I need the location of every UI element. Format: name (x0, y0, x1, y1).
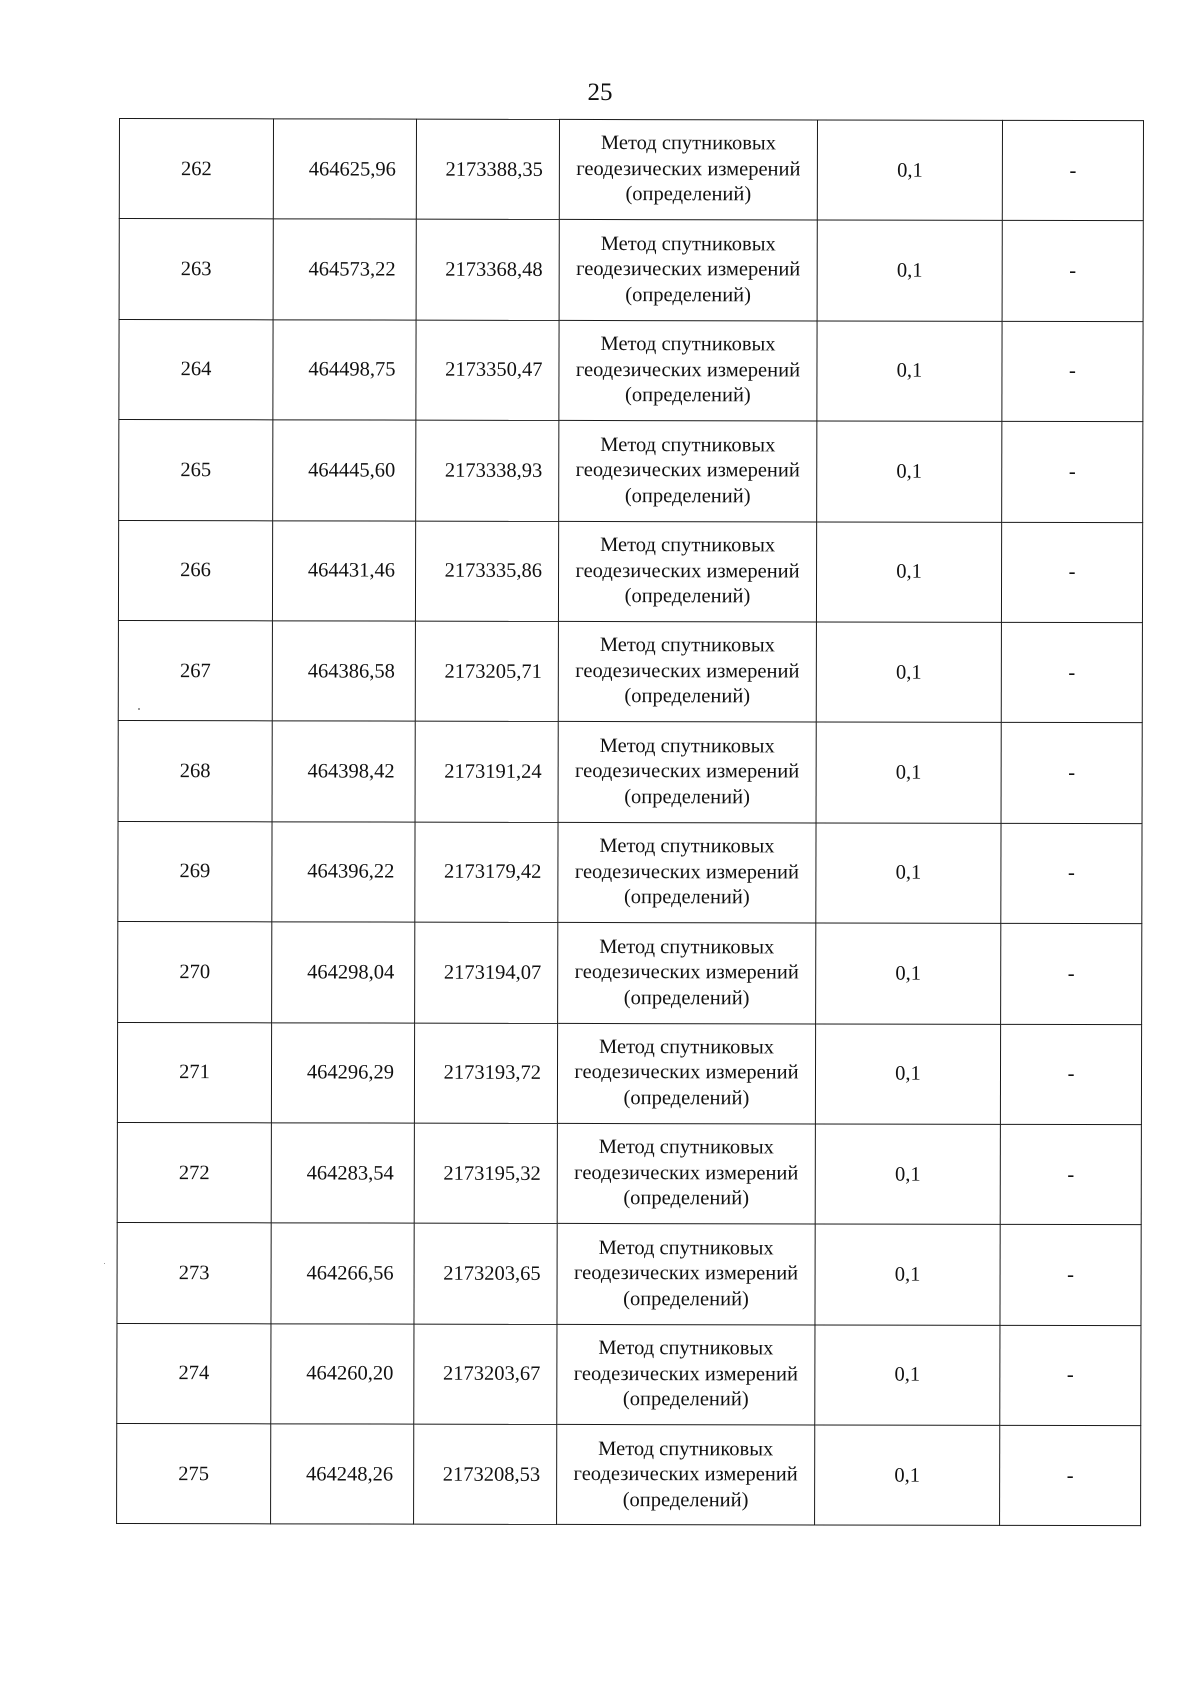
x-coordinate-cell: 464431,46 (272, 520, 415, 621)
method-line: геодезических измерений (573, 1462, 798, 1486)
note-cell: - (1001, 522, 1142, 623)
y-coordinate-cell: 2173191,24 (415, 721, 558, 822)
accuracy-cell: 0,1 (815, 1325, 1000, 1426)
accuracy-cell: 0,1 (815, 1124, 1000, 1225)
point-number-cell: 270 (118, 922, 272, 1023)
x-coordinate-cell: 464396,22 (272, 822, 415, 923)
method-cell (559, 119, 817, 220)
method-line: геодезических измерений (575, 459, 800, 482)
method-cell (557, 1224, 815, 1325)
note-cell: - (1001, 923, 1142, 1024)
method-line: Метод спутниковых (599, 734, 775, 758)
method-line: Метод спутниковых (600, 333, 776, 356)
accuracy-cell: 0,1 (817, 321, 1002, 422)
coordinates-table (116, 118, 1144, 1527)
method-line: Метод спутниковых (600, 232, 776, 256)
y-coordinate-cell: 2173208,53 (414, 1424, 557, 1525)
note-cell: - (1000, 1024, 1141, 1125)
x-coordinate-cell: 464498,75 (273, 320, 416, 421)
point-number-cell: 273 (117, 1223, 271, 1324)
method-line: (определений) (624, 785, 750, 809)
point-number-cell: 275 (117, 1424, 271, 1525)
method-line: (определений) (622, 1388, 749, 1411)
method-line: Метод спутниковых (598, 1236, 774, 1260)
x-coordinate-cell: 464260,20 (271, 1324, 414, 1425)
y-coordinate-cell: 2173205,71 (415, 621, 558, 722)
accuracy-cell: 0,1 (817, 220, 1002, 321)
method-line: Метод спутниковых (599, 835, 775, 858)
y-coordinate-cell: 2173338,93 (416, 420, 559, 521)
accuracy-cell: 0,1 (816, 923, 1001, 1024)
accuracy-cell: 0,1 (816, 823, 1001, 924)
point-number-cell: 266 (118, 520, 272, 621)
note-cell: - (1001, 823, 1142, 924)
method-line: Метод спутниковых (598, 1136, 774, 1159)
accuracy-cell: 0,1 (817, 421, 1002, 522)
table-row (119, 420, 1143, 523)
accuracy-cell: 0,1 (816, 722, 1001, 823)
method-line: (определений) (625, 384, 751, 407)
x-coordinate-cell: 464445,60 (273, 420, 416, 521)
x-coordinate-cell: 464266,56 (271, 1223, 414, 1324)
method-line: Метод спутниковых (599, 935, 775, 958)
point-number-cell: 267 (118, 620, 272, 721)
table-row (118, 922, 1142, 1025)
method-line: Метод спутниковых (598, 1337, 774, 1360)
method-line: (определений) (624, 685, 751, 708)
method-line: геодезических измерений (573, 1262, 799, 1285)
method-line: (определений) (623, 1087, 750, 1110)
method-cell (558, 822, 816, 923)
method-cell (558, 923, 816, 1024)
method-line: (определений) (623, 1287, 749, 1311)
method-line: геодезических измерений (574, 860, 800, 884)
method-line: Метод спутниковых (600, 132, 777, 155)
method-line: геодезических измерений (573, 1362, 798, 1386)
table-row (119, 219, 1143, 322)
table-row (118, 721, 1142, 824)
x-coordinate-cell: 464386,58 (272, 621, 415, 722)
table-row (118, 620, 1142, 723)
point-number-cell: 268 (118, 721, 272, 822)
method-cell (557, 1324, 815, 1425)
point-number-cell: 271 (117, 1022, 271, 1123)
y-coordinate-cell: 2173203,65 (414, 1223, 557, 1324)
table-row (117, 1323, 1141, 1426)
method-line: геодезических измерений (575, 559, 800, 582)
method-line: геодезических измерений (575, 760, 800, 783)
table-row (119, 319, 1143, 422)
y-coordinate-cell: 2173195,32 (414, 1123, 557, 1224)
x-coordinate-cell: 464283,54 (271, 1123, 414, 1224)
method-line: Метод спутниковых (600, 433, 776, 456)
note-cell: - (1001, 723, 1142, 824)
note-cell: - (1000, 1425, 1141, 1526)
y-coordinate-cell: 2173388,35 (416, 119, 559, 220)
x-coordinate-cell: 464573,22 (273, 219, 416, 320)
scan-speck (104, 1263, 105, 1264)
point-number-cell: 264 (119, 319, 273, 420)
x-coordinate-cell: 464298,04 (272, 922, 415, 1023)
method-line: (определений) (624, 585, 751, 608)
accuracy-cell: 0,1 (815, 1224, 1000, 1325)
method-line: геодезических измерений (576, 157, 801, 181)
method-line: Метод спутниковых (599, 1035, 775, 1059)
table-row (119, 119, 1143, 222)
method-line: (определений) (623, 1187, 750, 1210)
method-line: (определений) (625, 183, 752, 206)
y-coordinate-cell: 2173368,48 (416, 220, 559, 321)
point-number-cell: 263 (119, 219, 273, 320)
note-cell: - (1001, 622, 1142, 723)
table-row (118, 520, 1142, 623)
table-row (117, 1223, 1141, 1326)
method-line: геодезических измерений (575, 659, 800, 683)
scan-speck (138, 708, 140, 710)
table-row (117, 1122, 1141, 1225)
note-cell: - (1002, 221, 1143, 322)
point-number-cell: 272 (117, 1122, 271, 1223)
y-coordinate-cell: 2173203,67 (414, 1324, 557, 1425)
point-number-cell: 269 (118, 821, 272, 922)
method-line: Метод спутниковых (600, 534, 776, 557)
page-number: 25 (587, 79, 613, 106)
note-cell: - (1000, 1124, 1141, 1225)
accuracy-cell: 0,1 (815, 1425, 1000, 1526)
note-cell: - (1002, 422, 1143, 523)
method-cell (558, 521, 816, 622)
method-cell (557, 1123, 815, 1224)
note-cell: - (1002, 120, 1143, 221)
y-coordinate-cell: 2173193,72 (414, 1023, 557, 1124)
method-line: геодезических измерений (574, 961, 799, 984)
x-coordinate-cell: 464296,29 (271, 1022, 414, 1123)
method-line: геодезических измерений (575, 358, 801, 382)
method-cell (557, 1023, 815, 1124)
accuracy-cell: 0,1 (815, 1023, 1000, 1124)
method-line: геодезических измерений (574, 1061, 799, 1084)
table-row (118, 821, 1142, 924)
x-coordinate-cell: 464625,96 (273, 119, 416, 220)
table-row (117, 1424, 1141, 1527)
method-cell (557, 1424, 815, 1525)
method-line: (определений) (623, 986, 750, 1009)
y-coordinate-cell: 2173335,86 (415, 521, 558, 622)
method-line: (определений) (622, 1488, 749, 1511)
accuracy-cell: 0,1 (817, 120, 1002, 221)
y-coordinate-cell: 2173194,07 (415, 922, 558, 1023)
point-number-cell: 262 (119, 119, 273, 220)
method-line: геодезических измерений (574, 1161, 799, 1185)
method-line: геодезических измерений (576, 258, 801, 281)
method-cell (559, 220, 817, 321)
x-coordinate-cell: 464398,42 (272, 721, 415, 822)
y-coordinate-cell: 2173179,42 (415, 822, 558, 923)
y-coordinate-cell: 2173350,47 (416, 320, 559, 421)
note-cell: - (1000, 1225, 1141, 1326)
method-line: Метод спутниковых (599, 634, 775, 657)
method-line: Метод спутниковых (598, 1437, 774, 1460)
method-cell (558, 621, 816, 722)
method-line: (определений) (625, 283, 752, 307)
accuracy-cell: 0,1 (816, 622, 1001, 723)
note-cell: - (1000, 1325, 1141, 1426)
coordinates-table-body (117, 119, 1144, 1527)
x-coordinate-cell: 464248,26 (271, 1424, 414, 1525)
accuracy-cell: 0,1 (816, 522, 1001, 623)
note-cell: - (1002, 321, 1143, 422)
point-number-cell: 274 (117, 1323, 271, 1424)
point-number-cell: 265 (119, 420, 273, 521)
method-cell (558, 722, 816, 823)
table-row (117, 1022, 1141, 1125)
method-cell (559, 421, 817, 522)
method-line: (определений) (624, 484, 751, 507)
method-cell (559, 320, 817, 421)
method-line: (определений) (623, 886, 750, 909)
